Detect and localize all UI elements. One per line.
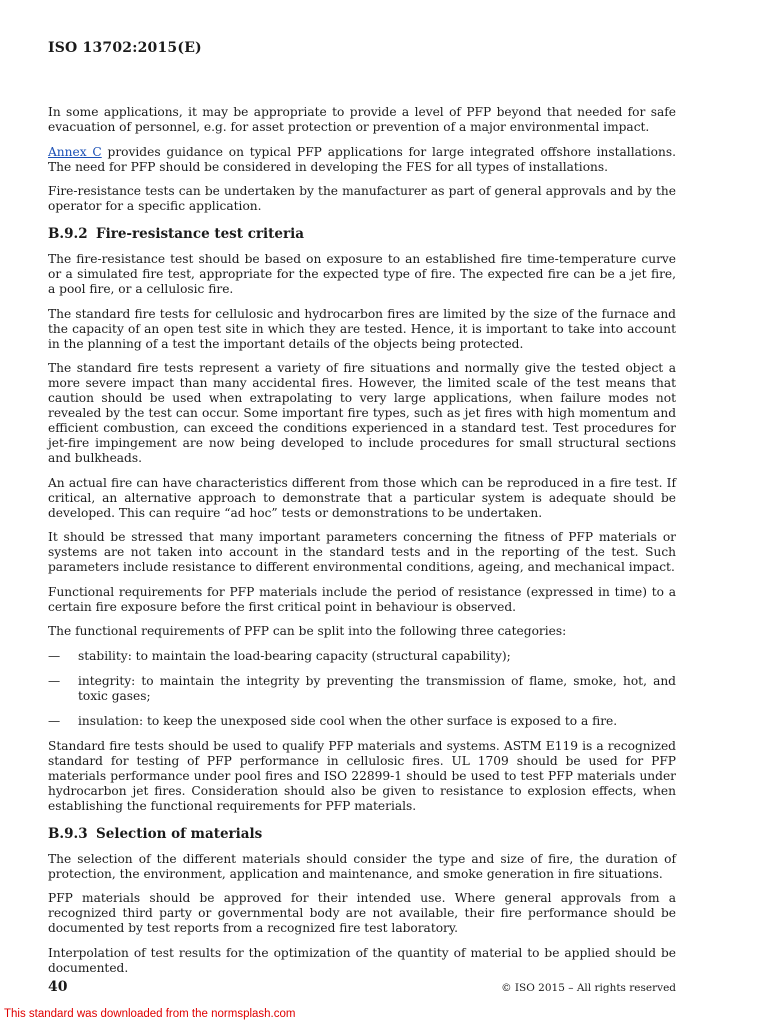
b92-paragraph-7: The functional requirements of PFP can be split into the following three categories:: [48, 624, 567, 638]
dash-marker: —: [48, 713, 61, 728]
intro-paragraph-3: Fire-resistance tests can be undertaken by the manufacturer as part of general approvals and by the operator for a specific application.: [48, 184, 676, 213]
intro-paragraph-2-text: provides guidance on typical PFP applications for large integrated offshore installations. The need for PFP should be considered in developing the FES for all types of installations.: [48, 144, 676, 174]
section-heading-b92: [48, 226, 676, 242]
b93-paragraph-1: The selection of the different materials should consider the type and size of fire, the duration of protection, the environment, application and maintenance, and smoke generation in fire situations.: [48, 851, 676, 881]
download-watermark-note: This standard was downloaded from the normsplash.com: [4, 1008, 296, 1020]
b92-paragraph-2: The standard fire tests for cellulosic and hydrocarbon fires are limited by the size of the furnace and the capacity of an open test site in which they are tested. Hence, it is important to take into account in the planning of a test the important details of the objects being protected.: [48, 306, 676, 351]
b92-paragraph-6: Functional requirements for PFP materials include the period of resistance (expressed in time) to a certain fire exposure before the first critical point in behaviour is observed.: [48, 584, 676, 614]
document-page: [48, 40, 676, 985]
list-item: [48, 714, 676, 729]
page-footer: [48, 979, 676, 995]
b92-paragraph-1: The fire-resistance test should be based on exposure to an established fire time-temperature curve or a simulated fire test, appropriate for the expected type of fire. The expected fire can be a jet fire, a pool fire, or a cellulosic fire.: [48, 252, 676, 296]
page-number: 40: [48, 979, 68, 995]
copyright-notice: © ISO 2015 – All rights reserved: [501, 982, 676, 994]
intro-paragraph-2: [48, 145, 676, 175]
intro-paragraph-1: In some applications, it may be appropriate to provide a level of PFP beyond that needed for safe evacuation of personnel, e.g. for asset protection or prevention of a major environmental impact.: [48, 105, 676, 134]
dash-marker: —: [48, 648, 61, 663]
list-item-text: stability: to maintain the load-bearing capacity (structural capability);: [78, 648, 511, 663]
annex-c-link[interactable]: Annex C: [48, 144, 102, 159]
list-item: [48, 649, 676, 664]
section-title-b93: Selection of materials: [96, 825, 263, 842]
list-item-text: integrity: to maintain the integrity by preventing the transmission of flame, smoke, hot, and toxic gases;: [78, 673, 676, 703]
section-title-b92: Fire-resistance test criteria: [96, 226, 304, 242]
section-number-b92: B.9.2: [48, 226, 88, 242]
requirements-list: [48, 649, 676, 729]
b92-paragraph-5: It should be stressed that many important parameters concerning the fitness of PFP materials or systems are not taken into account in the standard tests and in the reporting of the test. Such parameters include resistance to different environmental conditions, ageing, and mechanical impact.: [48, 530, 676, 574]
b92-paragraph-3: The standard fire tests represent a variety of fire situations and normally give the tested object a more severe impact than many accidental fires. However, the limited scale of the test means that caution should be used when extrapolating to very large applications, when failure modes not revealed by the test can occur. Some important fire types, such as jet fires with high momentum and efficient combustion, can exceed the conditions experienced in a standard test. Test procedures for jet-fire impingement are now being developed to include procedures for small structural sections and bulkheads.: [48, 361, 676, 465]
b92-paragraph-4: An actual fire can have characteristics different from those which can be reproduced in a fire test. If critical, an alternative approach to demonstrate that a particular system is adequate should be developed. This can require “ad hoc” tests or demonstrations to be undertaken.: [48, 475, 676, 520]
list-item: [48, 674, 676, 704]
dash-marker: —: [48, 673, 61, 688]
standard-id-header: ISO 13702:2015(E): [48, 40, 202, 56]
list-item-text: insulation: to keep the unexposed side cool when the other surface is exposed to a fire.: [78, 713, 618, 728]
b93-paragraph-2: PFP materials should be approved for their intended use. Where general approvals from a recognized third party or governmental body are not available, their fire performance should be documented by test reports from a recognized fire test laboratory.: [48, 891, 676, 935]
section-number-b93: B.9.3: [48, 825, 88, 842]
b92-closing-paragraph: Standard fire tests should be used to qualify PFP materials and systems. ASTM E119 is a recognized standard for testing of PFP performance in cellulosic fires. UL 1709 should be used for PFP materials performance under pool fires and ISO 22899-1 should be used to test PFP materials under hydrocarbon jet fires. Consideration should also be given to resistance to explosion effects, when establishing the functional requirements for PFP materials.: [48, 738, 676, 813]
section-heading-b93: [48, 826, 676, 842]
b93-paragraph-3: Interpolation of test results for the optimization of the quantity of material to be applied should be documented.: [48, 945, 676, 975]
